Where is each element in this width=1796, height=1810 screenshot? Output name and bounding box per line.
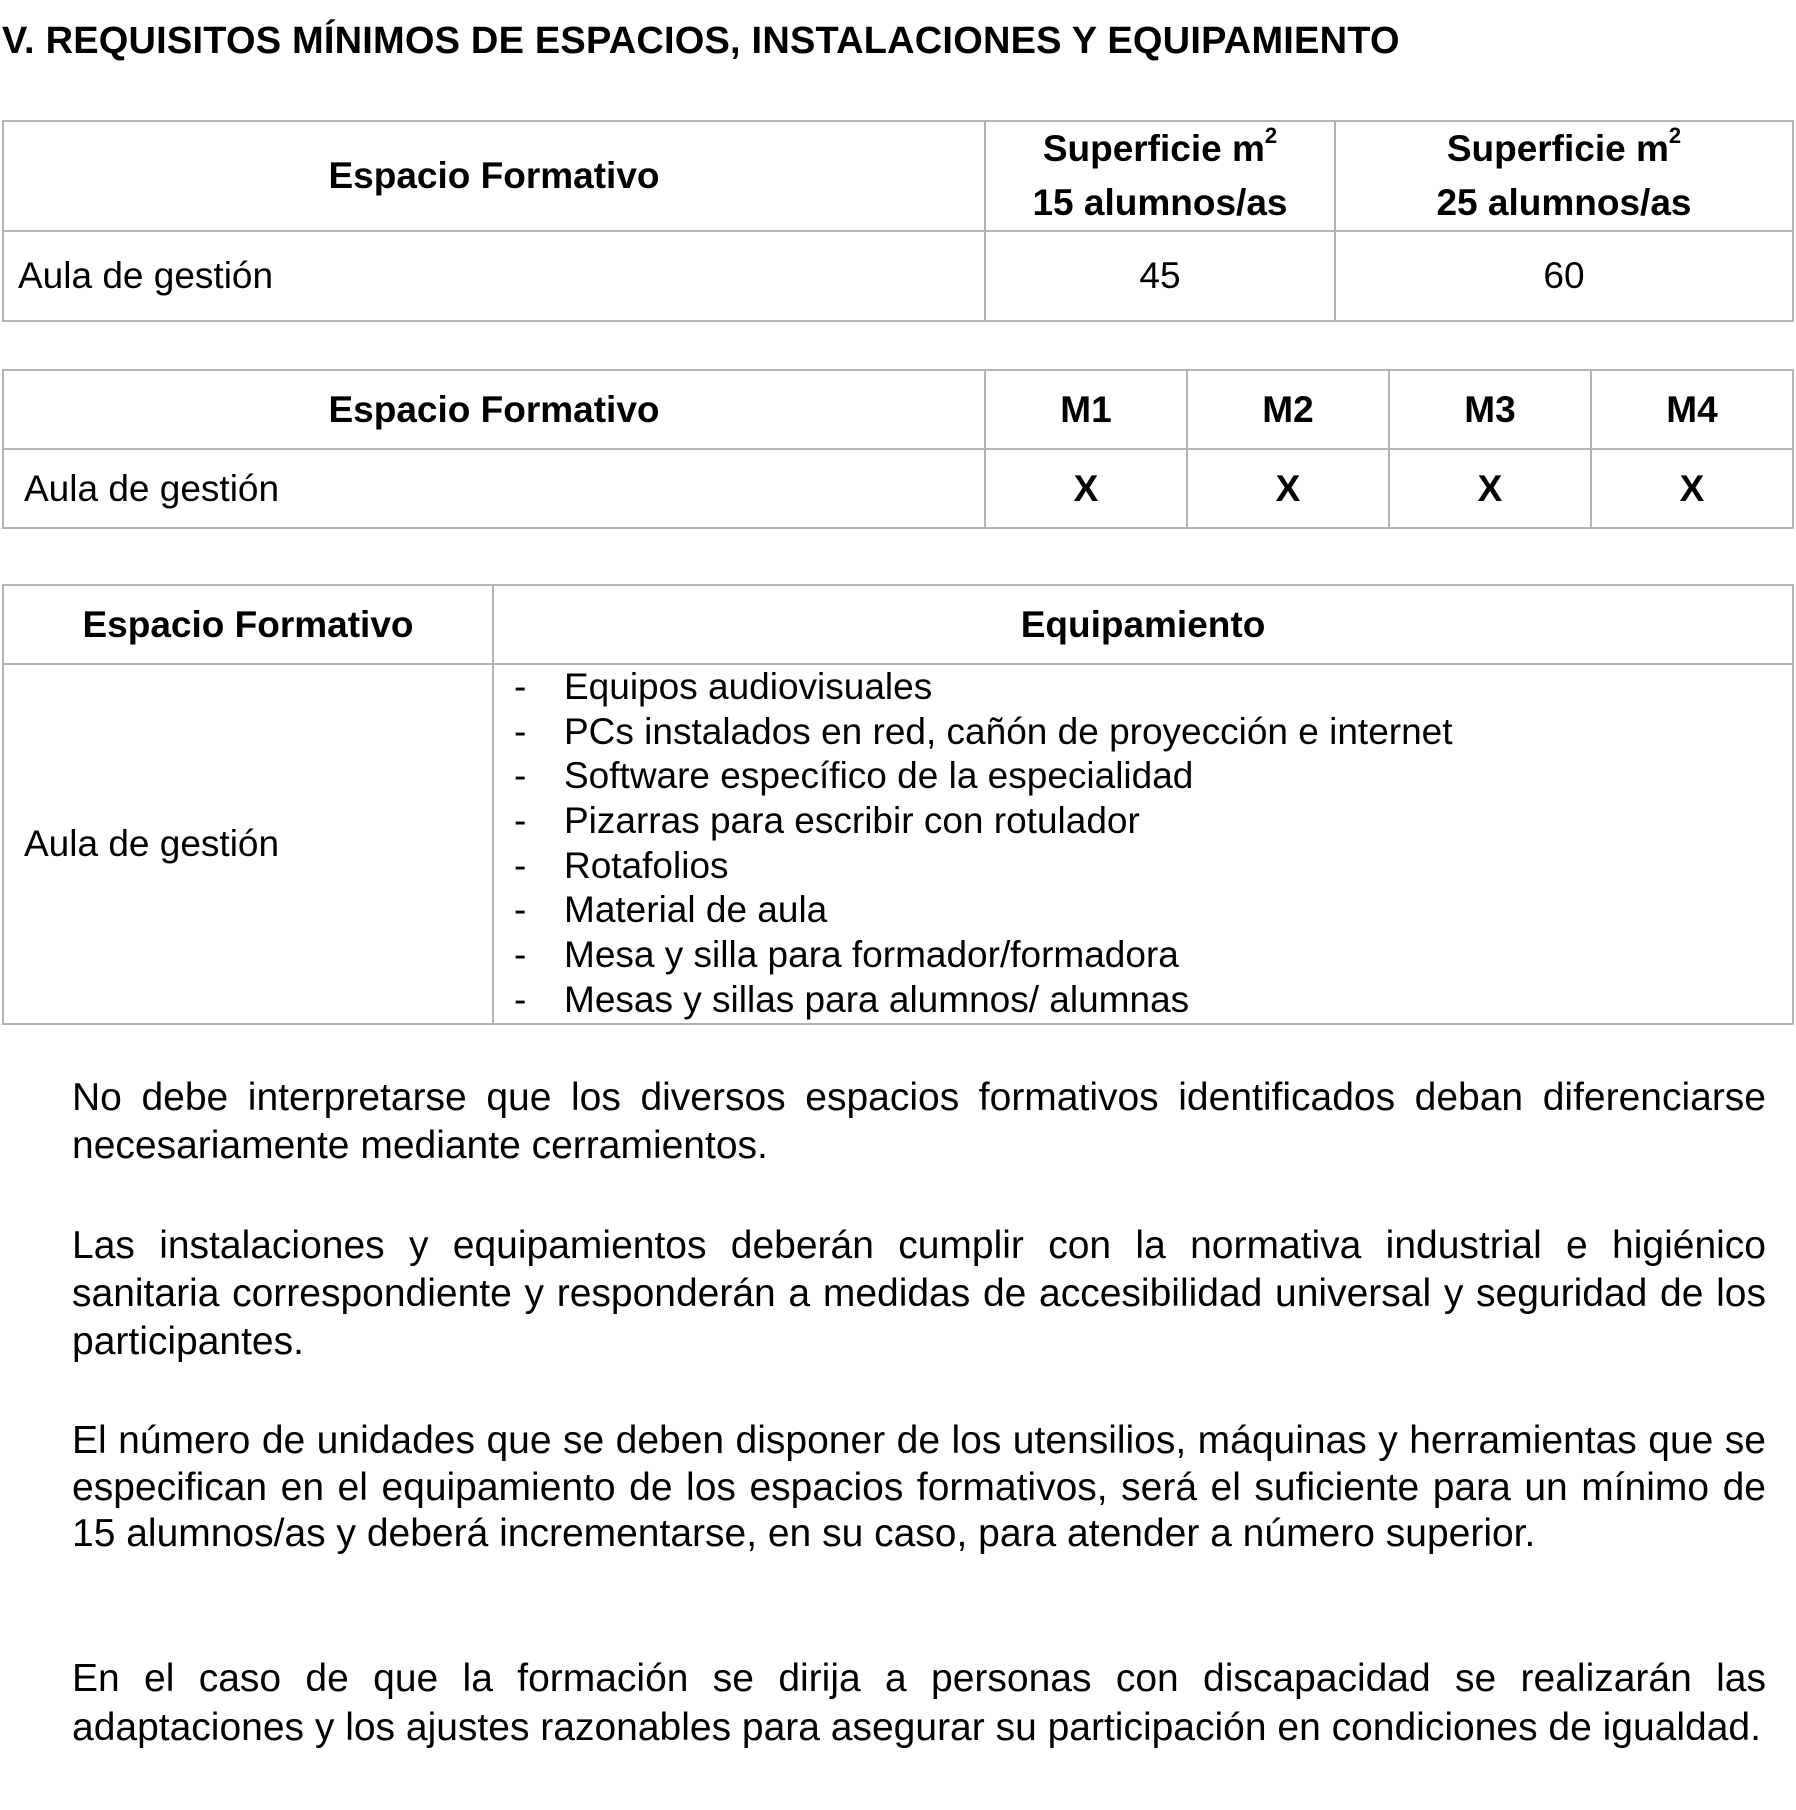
list-item: [514, 799, 1792, 844]
header-m3: M3: [1389, 370, 1591, 449]
header-equipment: Equipamiento: [493, 585, 1793, 664]
equipment-table: [2, 584, 1794, 1025]
list-item-text: Pizarras para escribir con rotulador: [564, 800, 1140, 842]
m2-mark: X: [1187, 449, 1389, 528]
list-item: [514, 844, 1792, 889]
header-space: Espacio Formativo: [3, 370, 985, 449]
list-item-text: PCs instalados en red, cañón de proyección e internet: [564, 710, 1453, 752]
m1-mark: X: [985, 449, 1187, 528]
list-item-text: Mesa y silla para formador/formadora: [564, 934, 1179, 976]
list-dash: -: [514, 889, 527, 931]
table-row: [3, 664, 1793, 1024]
list-item-text: Software específico de la especialidad: [564, 755, 1194, 797]
paragraph-installations: Las instalaciones y equipamientos deberán cumplir con la normativa industrial e higiénico sanitaria correspondiente y responderán a medidas de accesibilidad universal y seguridad de los participantes.: [72, 1224, 1766, 1363]
surface-table: [2, 120, 1794, 322]
header-m2: M2: [1187, 370, 1389, 449]
list-item: [514, 888, 1792, 933]
list-item-text: Mesas y sillas para alumnos/ alumnas: [564, 978, 1190, 1020]
header-surface-15-label: Superficie m: [1042, 128, 1265, 169]
list-item-text: Material de aula: [564, 889, 828, 931]
header-surface-25: [1335, 121, 1793, 231]
list-dash: -: [514, 844, 527, 886]
header-surface-25-label: Superficie m: [1446, 128, 1669, 169]
list-dash: -: [514, 978, 527, 1020]
header-surface-25-exponent: 2: [1668, 123, 1682, 148]
header-space: Espacio Formativo: [3, 121, 985, 231]
list-dash: -: [514, 800, 527, 842]
list-item: [514, 754, 1792, 799]
list-dash: -: [514, 710, 527, 752]
header-surface-15: [985, 121, 1335, 231]
area-25-cell: 60: [1335, 231, 1793, 321]
list-item-text: Rotafolios: [564, 844, 729, 886]
table-row: [3, 449, 1793, 528]
space-cell: Aula de gestión: [3, 231, 985, 321]
list-dash: -: [514, 755, 527, 797]
section-heading: V. REQUISITOS MÍNIMOS DE ESPACIOS, INSTALACIONES Y EQUIPAMIENTO: [2, 20, 1400, 62]
space-cell: Aula de gestión: [3, 449, 985, 528]
header-m1: M1: [985, 370, 1187, 449]
list-dash: -: [514, 934, 527, 976]
header-m4: M4: [1591, 370, 1793, 449]
equipment-list: [494, 665, 1792, 1023]
header-surface-15-students: 15 alumnos/as: [1032, 182, 1288, 223]
list-item: [514, 665, 1792, 710]
header-surface-15-exponent: 2: [1264, 123, 1278, 148]
m4-mark: X: [1591, 449, 1793, 528]
list-item-text: Equipos audiovisuales: [564, 666, 933, 707]
list-dash: -: [514, 666, 527, 707]
list-item: [514, 933, 1792, 978]
area-15-cell: 45: [985, 231, 1335, 321]
table-header-row: [3, 585, 1793, 664]
paragraph-spaces: No debe interpretarse que los diversos espacios formativos identificados deban diferenciarse necesariamente mediante cerramientos.: [72, 1076, 1766, 1167]
paragraph-units: El número de unidades que se deben disponer de los utensilios, máquinas y herramientas que se especifican en el equipamiento de los espacios formativos, será el suficiente para un mínimo de 15 alumnos/as y deberá incrementarse, en su caso, para atender a número superior.: [72, 1419, 1766, 1555]
m3-mark: X: [1389, 449, 1591, 528]
modules-table: [2, 369, 1794, 529]
list-item: [514, 710, 1792, 755]
table-row: [3, 231, 1793, 321]
paragraph-disability: En el caso de que la formación se dirija a personas con discapacidad se realizarán las adaptaciones y los ajustes razonables para asegurar su participación en condiciones de igualdad.: [72, 1657, 1766, 1749]
list-item: [514, 978, 1792, 1023]
table-header-row: [3, 370, 1793, 449]
header-space: Espacio Formativo: [3, 585, 493, 664]
space-cell: Aula de gestión: [3, 664, 493, 1024]
header-surface-25-students: 25 alumnos/as: [1436, 182, 1692, 223]
table-header-row: [3, 121, 1793, 231]
equipment-cell: [493, 664, 1793, 1024]
